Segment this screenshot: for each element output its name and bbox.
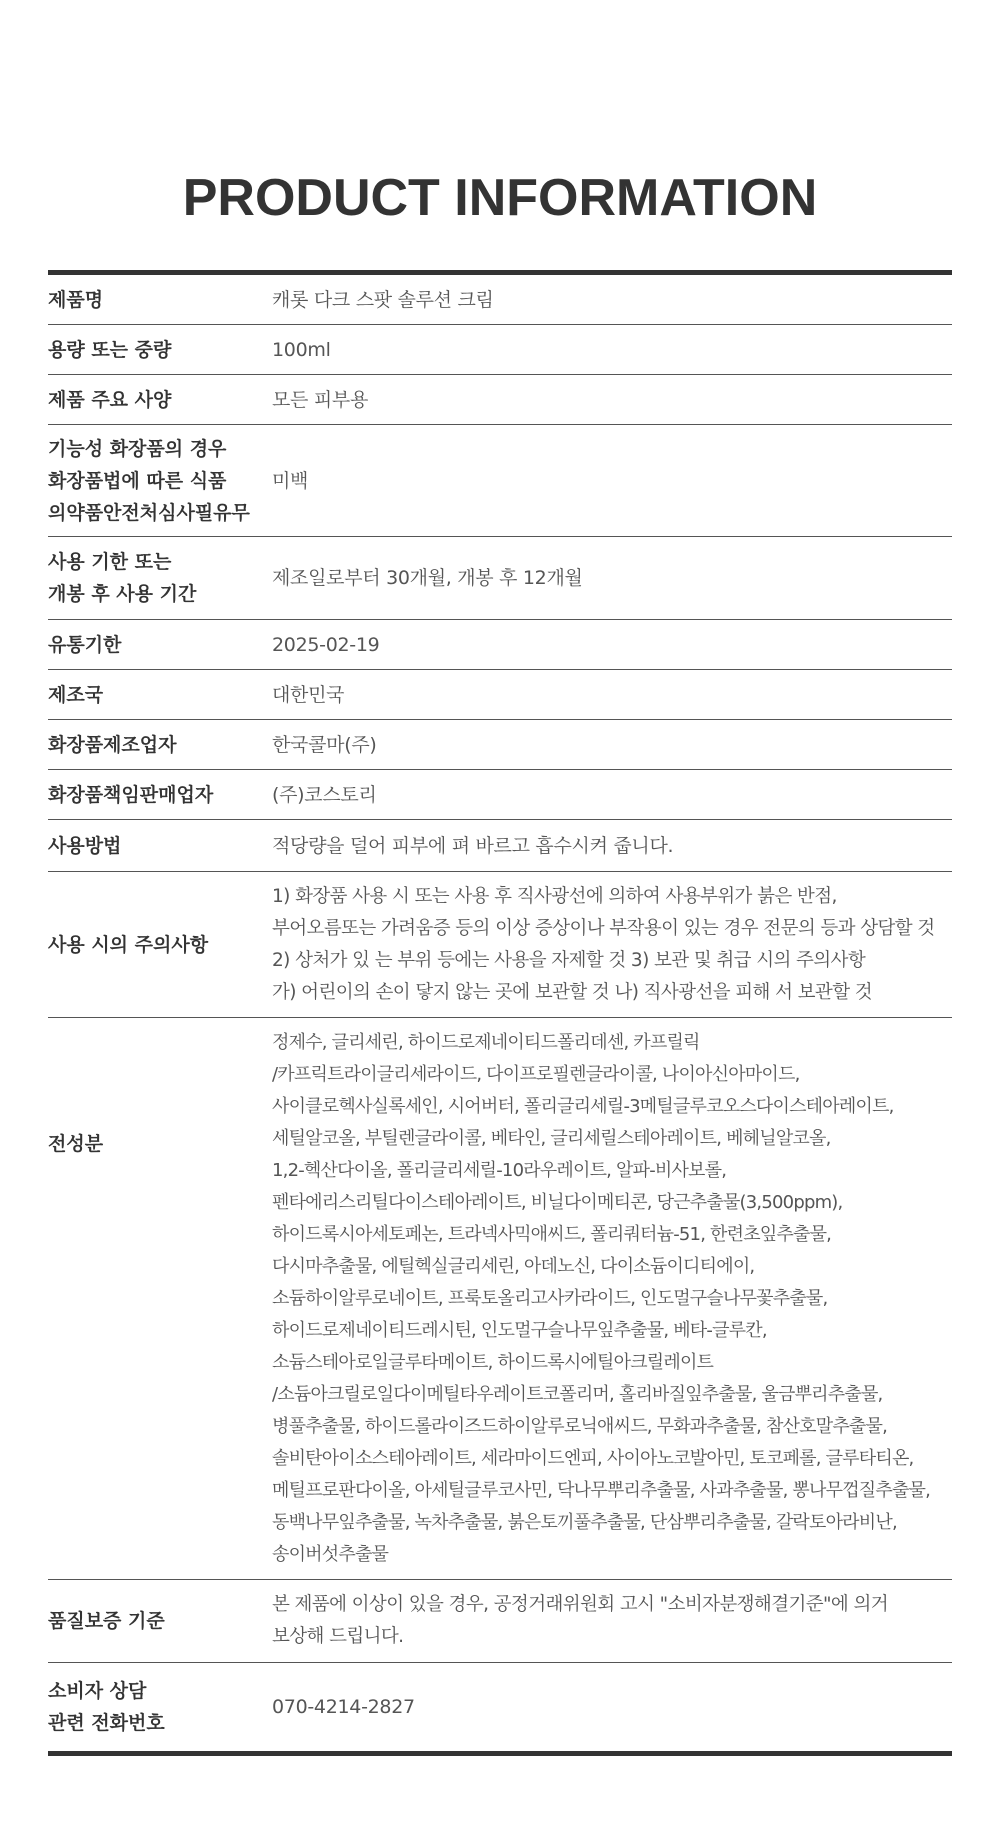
table-row: [48, 770, 952, 820]
row-value-country: 대한민국: [272, 683, 345, 706]
row-label-precautions: 사용 시의 주의사항: [48, 933, 209, 956]
row-value-shelf-life: 제조일로부터 30개월, 개봉 후 12개월: [272, 567, 583, 589]
row-value-product-name: 캐롯 다크 스팟 솔루션 크림: [272, 288, 494, 311]
row-value-phone: 070-4214-2827: [272, 1696, 415, 1718]
table-row: [48, 620, 952, 670]
row-value-usage: 적당량을 덜어 피부에 펴 바르고 흡수시켜 줍니다.: [272, 834, 674, 857]
table-row: [48, 820, 952, 872]
table-row: [48, 1663, 952, 1751]
row-label-spec: 제품 주요 사양: [48, 388, 172, 411]
table-row: [48, 375, 952, 425]
table-row: [48, 720, 952, 770]
row-value-spec: 모든 피부용: [272, 388, 369, 411]
row-label-expiry: 유통기한: [48, 633, 122, 656]
table-row: [48, 1580, 952, 1663]
row-value-distributor: (주)코스토리: [272, 783, 377, 806]
table-row: [48, 325, 952, 375]
row-label-quality: 품질보증 기준: [48, 1610, 165, 1632]
table-row: [48, 1018, 952, 1580]
row-value-manufacturer: 한국콜마(주): [272, 733, 377, 756]
row-label-product-name: 제품명: [48, 288, 104, 311]
page-title: PRODUCT INFORMATION: [182, 169, 818, 227]
table-row: [48, 275, 952, 325]
product-info-table: [48, 270, 952, 1756]
row-label-shelf-life: 사용 기한 또는 개봉 후 사용 기간: [48, 551, 197, 605]
table-row: [48, 425, 952, 537]
table-row: [48, 670, 952, 720]
row-label-phone: 소비자 상담 관련 전화번호: [48, 1680, 165, 1734]
row-label-usage: 사용방법: [48, 834, 122, 857]
row-value-volume: 100ml: [272, 338, 331, 361]
table-row: [48, 872, 952, 1018]
row-label-functional: 기능성 화장품의 경우 화장품법에 따른 식품 의약품안전처심사필유무: [48, 437, 250, 524]
row-label-manufacturer: 화장품제조업자: [48, 733, 177, 756]
table-row: [48, 537, 952, 620]
row-value-quality: 본 제품에 이상이 있을 경우, 공정거래위원회 고시 "소비자분쟁해결기준"에 의거 보상해 드립니다.: [272, 1594, 889, 1647]
row-value-functional: 미백: [272, 469, 309, 492]
row-value-ingredients: 정제수, 글리세린, 하이드로제네이티드폴리데센, 카프릴릭 /카프릭트라이글리세라이드, 다이프로필렌글라이콜, 나이아신아마이드, 사이클로헥사실록세인, 시어버터, 폴리글리세릴-3메틸글루코오스다이스테아레이트, 세틸알코올, 부틸렌글라이콜, 베타인, 글리세릴스테아레이트, 베헤닐알코올, 1,2-헥산다이올, 폴리글리세릴-10라우레이트, 알파-비사보롤, 펜타에리스리틸다이스테아레이트, 비닐다이메티콘, 당근추출물(3,500ppm), 하이드록시아세토페논, 트라넥사믹애씨드, 폴리쿼터늄-51, 한련초잎추출물, 다시마추출물, 에틸헥실글리세린, 아데노신, 다이소듐이디티에이, 소듐하이알루로네이트, 프룩토올리고사카라이드, 인도멀구슬나무꽃추출물, 하이드로제네이티드레시틴, 인도멀구슬나무잎추출물, 베타-글루칸, 소듐스테아로일글루타메이트, 하이드록시에틸아크릴레이트 /소듐아크릴로일다이메틸타우레이트코폴리머, 홀리바질잎추출물, 울금뿌리추출물, 병풀추출물, 하이드롤라이즈드하이알루로닉애씨드, 무화과추출물, 참산호말추출물, 솔비탄아이소스테아레이트, 세라마이드엔피, 사이아노코발아민, 토코페롤, 글루타티온, 메틸프로판다이올, 아세틸글루코사민, 닥나무뿌리추출물, 사과추출물, 뽕나무껍질추출물, 동백나무잎추출물, 녹차추출물, 붉은토끼풀추출물, 단삼뿌리추출물, 갈락토아라비난, 송이버섯추출물: [272, 1031, 931, 1565]
row-value-precautions: 1) 화장품 사용 시 또는 사용 후 직사광선에 의하여 사용부위가 붉은 반점, 부어오름또는 가려움증 등의 이상 증상이나 부작용이 있는 경우 전문의 등과 상담할 것 2) 상처가 있 는 부위 등에는 사용을 자제할 것 3) 보관 및 취급 시의 주의사항 가) 어린이의 손이 닿지 않는 곳에 보관할 것 나) 직사광선을 피해 서 보관할 것: [272, 885, 935, 1003]
row-value-expiry: 2025-02-19: [272, 633, 380, 656]
row-label-ingredients: 전성분: [48, 1133, 104, 1155]
row-label-volume: 용량 또는 중량: [48, 338, 172, 361]
row-label-country: 제조국: [48, 683, 104, 706]
row-label-distributor: 화장품책임판매업자: [48, 783, 214, 806]
